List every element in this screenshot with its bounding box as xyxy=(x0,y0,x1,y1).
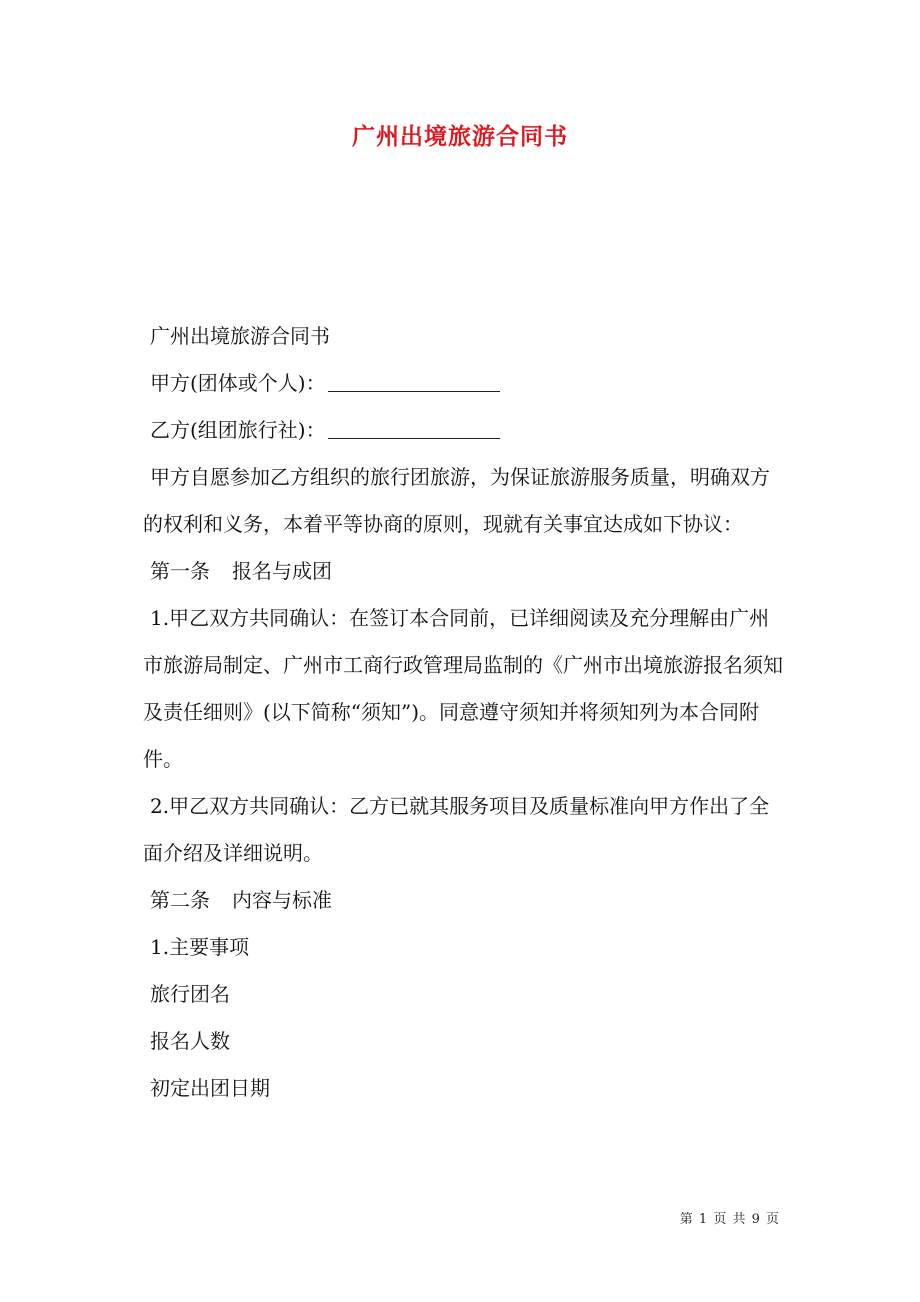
document-body xyxy=(143,313,783,1112)
party-b-line xyxy=(143,407,783,454)
article-1-item-1-text: 1.甲乙双方共同确认：在签订本合同前，已详细阅读及充分理解由广州市旅游局制定、广州市工商行政管理局监制的《广州市出境旅游报名须知及责任细则》(以下简称“须知”)。同意遵守须知并将须知列为本合同附件。 xyxy=(143,606,783,771)
party-a-blank[interactable] xyxy=(328,371,500,392)
article-1-number: 第一条 xyxy=(150,559,210,583)
party-a-line xyxy=(143,360,783,407)
preamble-text: 甲方自愿参加乙方组织的旅行团旅游，为保证旅游服务质量，明确双方的权利和义务，本着平等协商的原则，现就有关事宜达成如下协议： xyxy=(143,465,770,536)
article-1-heading xyxy=(143,548,783,595)
preamble-paragraph xyxy=(143,454,783,548)
article-2-item-1: 1.主要事项 xyxy=(150,935,250,959)
article-2-number: 第二条 xyxy=(150,888,210,912)
departure-date-field: 初定出团日期 xyxy=(150,1076,270,1100)
article-1-title: 报名与成团 xyxy=(232,559,332,583)
tour-name-field: 旅行团名 xyxy=(150,982,230,1006)
headcount-field: 报名人数 xyxy=(150,1029,230,1053)
party-b-label: 乙方(组团旅行社)： xyxy=(150,418,326,442)
party-b-blank[interactable] xyxy=(328,418,500,439)
article-1-item-2 xyxy=(143,783,783,877)
article-2-heading xyxy=(143,877,783,924)
subtitle: 广州出境旅游合同书 xyxy=(150,324,330,348)
article-1-item-1 xyxy=(143,595,783,783)
article-2-title: 内容与标准 xyxy=(232,888,332,912)
page-number: 第 1 页 共 9 页 xyxy=(679,1212,780,1227)
party-a-label: 甲方(团体或个人)： xyxy=(150,371,326,395)
article-1-item-2-text: 2.甲乙双方共同确认：乙方已就其服务项目及质量标准向甲方作出了全面介绍及详细说明。 xyxy=(143,794,770,865)
document-title: 广州出境旅游合同书 xyxy=(352,123,568,150)
